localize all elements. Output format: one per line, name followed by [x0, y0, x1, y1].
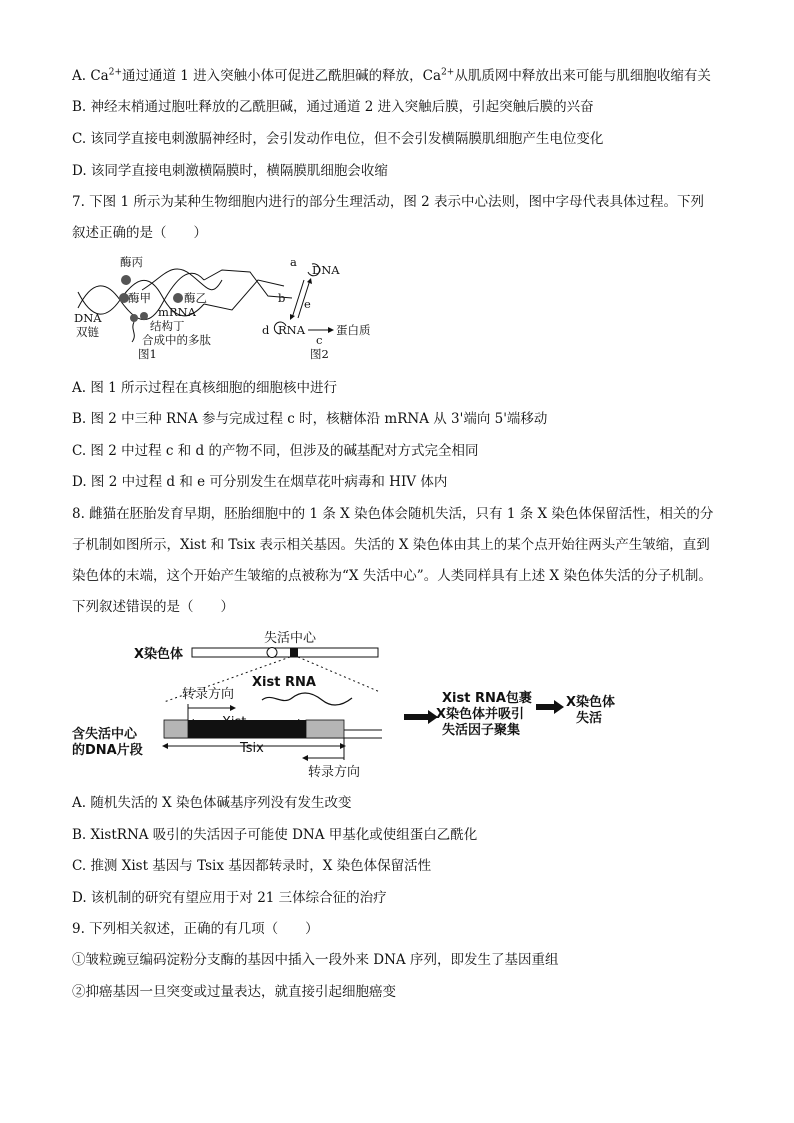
q6-option-a: A. $Ca^{2+}$通过通道 1 进入突触小体可促进乙酰胆碱的释放，$Ca^{2+}$从肌质网中释放出来可能与肌细胞收缩有关	[72, 67, 711, 84]
figure1-caption: 图1	[138, 347, 157, 361]
q8-option-d: D. 该机制的研究有望应用于对 21 三体综合征的治疗	[72, 890, 387, 906]
q8-option-b: B. XistRNA 吸引的失活因子可能使 DNA 甲基化或使组蛋白乙酰化	[72, 827, 478, 843]
label-protein: 蛋白质	[336, 323, 371, 337]
mrna-strand	[142, 269, 222, 290]
ribosome-dot-2	[140, 312, 148, 320]
q8-stem-line4: 下列叙述错误的是（ ）	[72, 599, 234, 615]
label-box1-line2: X染色体并吸引	[436, 707, 525, 722]
process-arrow-1	[404, 710, 438, 724]
segment-black-xist	[188, 720, 306, 738]
label-box1-line3: 失活因子聚集	[442, 723, 521, 738]
coding-strand	[204, 280, 284, 310]
tsix-span-left-head	[162, 743, 168, 749]
segment-gray-right	[306, 720, 344, 738]
x-chromosome-bar	[192, 648, 378, 657]
label-segment-line2: 的DNA片段	[72, 743, 143, 758]
q7-option-d: D. 图 2 中过程 d 和 e 可分别发生在烟草花叶病毒和 HIV 体内	[72, 474, 448, 490]
q7-option-a: A. 图 1 所示过程在真核细胞的细胞核中进行	[72, 380, 338, 396]
q7-stem-line2: 叙述正确的是（ ）	[72, 225, 207, 241]
q8-stem-line3: 染色体的末端，这个开始产生皱缩的点被称为“X 失活中心”。人类同样具有上述 X 染色体失活的分子机制。	[72, 568, 712, 584]
label-box2-line1: X染色体	[566, 695, 616, 710]
q7-figures	[72, 250, 412, 368]
label-fig2-dna: DNA	[312, 263, 340, 277]
q7-figure2	[262, 255, 371, 361]
label-polypeptide: 合成中的多肽	[142, 333, 211, 347]
label-enzyme-bing: 酶丙	[120, 255, 143, 269]
label-xist-rna: Xist RNA	[252, 675, 316, 690]
process-arrow-2	[536, 700, 564, 714]
figure2-caption: 图2	[310, 347, 329, 361]
label-mrna: mRNA	[158, 305, 196, 319]
arrow-c-head	[328, 327, 334, 333]
label-transcription-direction-1: 转录方向	[182, 687, 235, 702]
q8-stem-line1: 8. 雌猫在胚胎发育早期，胚胎细胞中的 1 条 X 染色体会随机失活，只有 1 条 X 染色体保留活性，相关的分	[72, 506, 714, 522]
q9-item-2: ②抑癌基因一旦突变或过量表达，就直接引起细胞癌变	[72, 984, 396, 1000]
centromere	[267, 648, 277, 658]
q7-option-b: B. 图 2 中三种 RNA 参与完成过程 c 时，核糖体沿 mRNA 从 3'端向 5'端移动	[72, 411, 548, 427]
q8-figure	[72, 626, 632, 788]
label-e: e	[304, 297, 311, 311]
label-tsix: Tsix	[240, 741, 264, 756]
q6-option-c: C. 该同学直接电刺激膈神经时，会引发动作电位，但不会引发横隔膜肌细胞产生电位变化	[72, 131, 604, 147]
enzyme-yi-dot	[173, 293, 183, 303]
dir1-arrow-head	[230, 705, 236, 711]
label-rna: RNA	[278, 323, 306, 337]
q9-stem: 9. 下列相关叙述，正确的有几项（ ）	[72, 921, 319, 937]
label-a: a	[290, 255, 297, 269]
q7-option-c: C. 图 2 中过程 c 和 d 的产物不同，但涉及的碱基配对方式完全相同	[72, 443, 479, 459]
q8-option-a: A. 随机失活的 X 染色体碱基序列没有发生改变	[72, 795, 352, 811]
enzyme-bing-dot	[121, 275, 131, 285]
xist-rna-wave	[262, 693, 352, 705]
label-c: c	[316, 333, 323, 347]
q6-option-b: B. 神经末梢通过胞吐释放的乙酰胆碱，通过通道 2 进入突触后膜，引起突触后膜的兴奋	[72, 99, 594, 115]
label-enzyme-yi: 酶乙	[184, 291, 207, 305]
ribosome-dot-1	[130, 314, 138, 322]
segment-gray-left	[164, 720, 188, 738]
label-transcription-direction-2: 转录方向	[308, 765, 361, 780]
label-box1-line1: Xist RNA包裹	[442, 691, 532, 706]
label-structure-ding: 结构丁	[150, 319, 185, 333]
arrow-b	[292, 280, 304, 318]
dir2-arrow-head	[302, 755, 308, 761]
label-b: b	[278, 291, 286, 305]
tsix-span-right-head	[340, 743, 346, 749]
label-segment-line1: 含失活中心	[72, 727, 138, 742]
q8-option-c: C. 推测 Xist 基因与 Tsix 基因都转录时，X 染色体保留活性	[72, 858, 432, 874]
inactivation-center-mark	[290, 648, 298, 657]
label-inactivation-center: 失活中心	[264, 631, 317, 646]
q6-option-d: D. 该同学直接电刺激横隔膜时，横隔膜肌细胞会收缩	[72, 163, 388, 179]
label-d: d	[262, 323, 270, 337]
label-enzyme-jia: 酶甲	[128, 291, 151, 305]
label-box2-line2: 失活	[576, 711, 603, 726]
label-x-chromosome: X染色体	[134, 647, 184, 662]
q8-stem-line2: 子机制如图所示，Xist 和 Tsix 表示相关基因。失活的 X 染色体由其上的某个点开始往两头产生皱缩，直到	[72, 537, 710, 553]
q9-item-1: ①皱粒豌豆编码淀粉分支酶的基因中插入一段外来 DNA 序列，即发生了基因重组	[72, 952, 559, 968]
q7-stem-line1: 7. 下图 1 所示为某种生物细胞内进行的部分生理活动，图 2 表示中心法则，图中字母代表具体过程。下列	[72, 194, 705, 210]
label-double-strand: 双链	[76, 325, 99, 339]
q7-figure1	[74, 255, 292, 361]
label-dna: DNA	[74, 311, 102, 325]
polypeptide-chain	[132, 322, 134, 342]
